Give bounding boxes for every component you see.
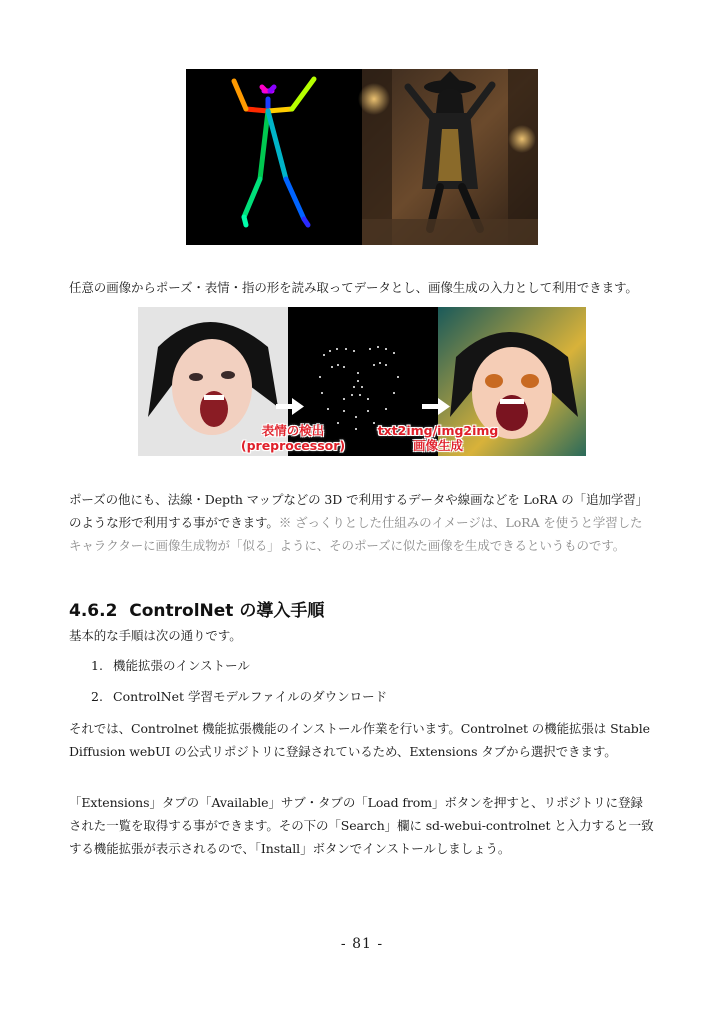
step-number: 2. xyxy=(91,689,103,704)
figure-expression xyxy=(138,307,586,456)
paragraph-install-steps: 「Extensions」タブの「Available」サブ・タブの「Load from」ボタンを押すと、リポジトリに登録された一覧を取得する事ができます。その下の「Search」欄に sd-webui-controlnet と入力すると一致する機能拡張が表示されるので、「Install」ボタンでインストールしましょう。 xyxy=(69,795,654,856)
steps-intro: 基本的な手順は次の通りです。 xyxy=(69,628,242,643)
skeleton-panel xyxy=(186,69,362,245)
pose-caption: 任意の画像からポーズ・表情・指の形を読み取ってデータとし、画像生成の入力として利用できます。 xyxy=(69,280,638,295)
list-item xyxy=(91,687,387,707)
paragraph-install-intro: それでは、Controlnet 機能拡張機能のインストール作業を行います。Controlnet の機能拡張は Stable Diffusion webUI の公式リポジトリに登録されているため、Extensions タブから選択できます。 xyxy=(69,721,650,759)
paragraph-other-uses xyxy=(69,488,653,557)
step-text: ControlNet 学習モデルファイルのダウンロード xyxy=(113,689,388,704)
step-number: 1. xyxy=(91,658,103,673)
paragraph-note-text: ※ ざっくりとした仕組みのイメージは、LoRA を使うと学習したキャラクターに画像生成物が「似る」ように、そのポーズに似た画像を生成できるというものです。 xyxy=(69,515,643,553)
list-item xyxy=(91,656,250,676)
page-number: - 81 - xyxy=(340,936,384,952)
section-number: 4.6.2 xyxy=(69,601,118,621)
generation-label: txt2img/img2img 画像生成 xyxy=(377,423,499,453)
pose-figure-graphic xyxy=(186,69,538,245)
step-text: 機能拡張のインストール xyxy=(113,658,250,673)
expression-figure-graphic xyxy=(138,307,586,456)
preprocessor-label: 表情の検出 (preprocessor) xyxy=(240,423,346,453)
paragraph-main-text: ポーズの他にも、法線・Depth マップなどの 3D で利用するデータや線画などを LoRA の「追加学習」のような形で利用する事ができます。 xyxy=(69,492,649,530)
section-heading xyxy=(69,596,324,621)
section-title: ControlNet の導入手順 xyxy=(129,601,325,621)
figure-pose xyxy=(186,69,538,245)
